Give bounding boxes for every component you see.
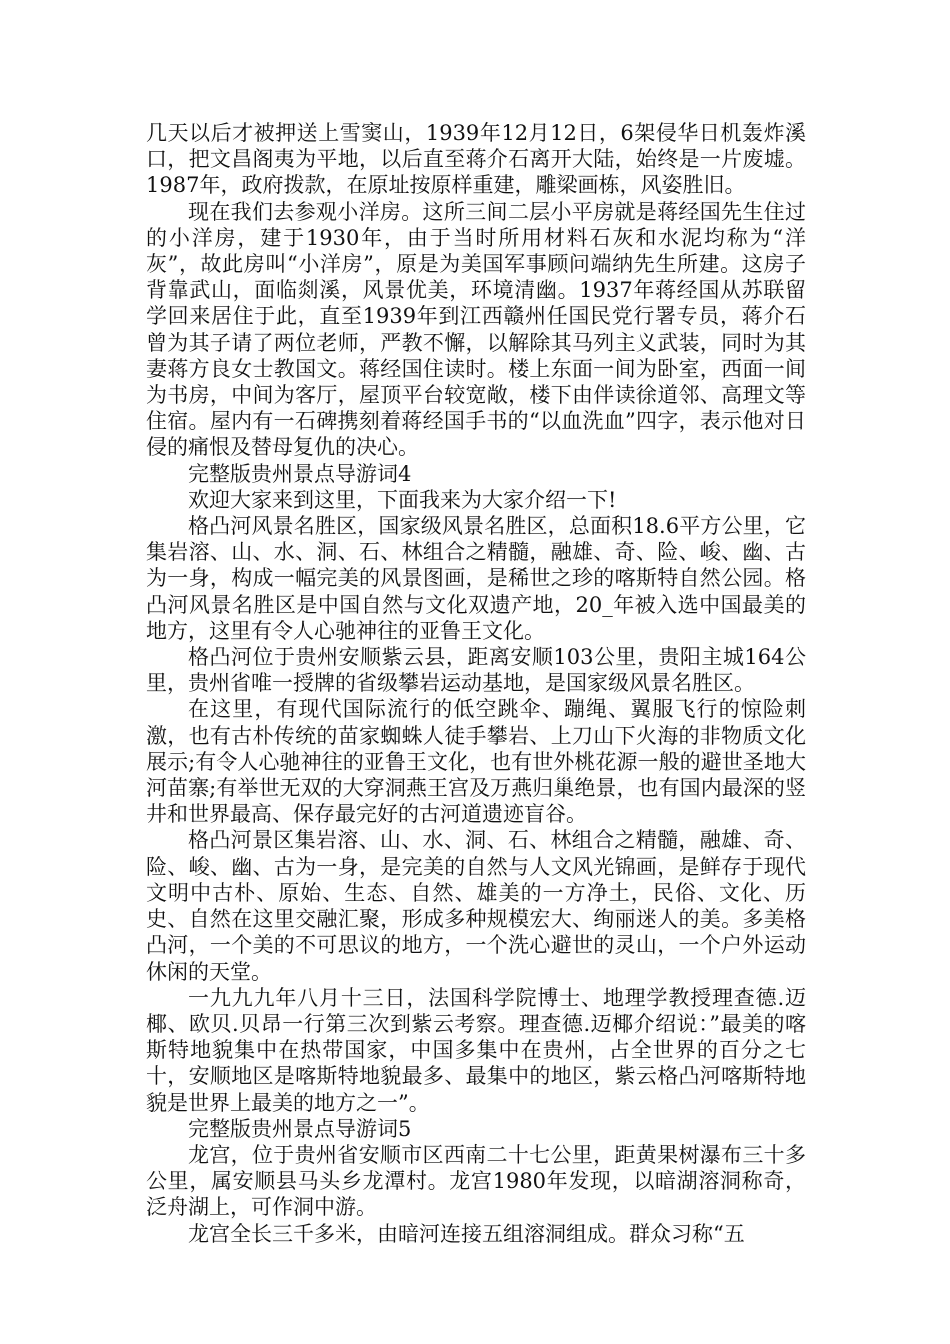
paragraph-getu-landscape: 格凸河景区集岩溶、山、水、洞、石、林组合之精髓，融雄、奇、险、峻、幽、古为一身，是完美的自然与人文风光锦画，是鲜存于现代文明中古朴、原始、生态、自然、雄美的一方净土，民俗、文化、历史、自然在这里交融汇聚，形成多种规模宏大、绚丽迷人的美。多美格凸河，一个美的不可思议的地方，一个洗心避世的灵山，一个户外运动休闲的天堂。 <box>146 828 806 984</box>
document-page <box>146 120 806 1247</box>
paragraph-getu-overview: 格凸河风景名胜区，国家级风景名胜区，总面积18.6平方公里，它集岩溶、山、水、洞、石、林组合之精髓，融雄、奇、险、峻、幽、古为一身，构成一幅完美的风景图画，是稀世之珍的喀斯特自然公园。格凸河风景名胜区是中国自然与文化双遗产地，20_年被入选中国最美的地方，这里有令人心驰神往的亚鲁王文化。 <box>146 514 806 643</box>
paragraph-getu-location: 格凸河位于贵州安顺紫云县，距离安顺103公里，贵阳主城164公里，贵州省唯一授牌的省级攀岩运动基地，是国家级风景名胜区。 <box>146 645 806 696</box>
paragraph-continuation: 几天以后才被押送上雪窦山，1939年12月12日，6架侵华日机轰炸溪口，把文昌阁夷为平地，以后直至蒋介石离开大陆，始终是一片废墟。1987年，政府拨款，在原址按原样重建，雕梁画栋，风姿胜旧。 <box>146 121 806 198</box>
paragraph-getu-french-survey: 一九九九年八月十三日，法国科学院博士、地理学教授理查德.迈椰、欧贝.贝昂一行第三次到紫云考察。理查德.迈椰介绍说：”最美的喀斯特地貌集中在热带国家，中国多集中在贵州，占全世界的百分之七十，安顺地区是喀斯特地貌最多、最集中的地区，紫云格凸河喀斯特地貌是世界上最美的地方之一”。 <box>146 985 806 1115</box>
paragraph-small-western-house: 现在我们去参观小洋房。这所三间二层小平房就是蒋经国先生住过的小洋房，建于1930年，由于当时所用材料石灰和水泥均称为“洋灰”，故此房叫“小洋房”，原是为美国军事顾问端纳先生所建。这房子背靠武山，面临剡溪，风景优美，环境清幽。1937年蒋经国从苏联留学回来居住于此，直至1939年到江西赣州任国民党行署专员，蒋介石曾为其子请了两位老师，严教不懈，以解除其马列主义武装，同时为其妻蒋方良女士教国文。蒋经国住读时。楼上东面一间为卧室，西面一间为书房，中间为客厅，屋顶平台较宽敞，楼下由伴读徐道邻、高理文等住宿。屋内有一石碑携刻着蒋经国手书的“以血洗血”四字，表示他对日侵的痛恨及替母复仇的决心。 <box>146 199 806 460</box>
paragraph-dragon-palace-length: 龙宫全长三千多米，由暗河连接五组溶洞组成。群众习称“五 <box>188 1221 745 1246</box>
paragraph-getu-activities: 在这里，有现代国际流行的低空跳伞、蹦绳、翼服飞行的惊险刺激，也有古朴传统的苗家蜘蛛人徒手攀岩、上刀山下火海的非物质文化展示;有令人心驰神往的亚鲁王文化，也有世外桃花源一般的避世圣地大河苗寨;有举世无双的大穿洞燕王宫及万燕归巢绝景，也有国内最深的竖井和世界最高、保存最完好的古河道遗迹盲谷。 <box>146 697 806 827</box>
paragraph-welcome: 欢迎大家来到这里，下面我来为大家介绍一下! <box>188 487 617 512</box>
section-heading-5: 完整版贵州景点导游词5 <box>188 1116 412 1141</box>
paragraph-dragon-palace-intro: 龙宫，位于贵州省安顺市区西南二十七公里，距黄果树瀑布三十多公里，属安顺县马头乡龙潭村。龙宫1980年发现，以暗湖溶洞称奇，泛舟湖上，可作洞中游。 <box>146 1142 806 1220</box>
section-heading-4: 完整版贵州景点导游词4 <box>188 461 412 486</box>
